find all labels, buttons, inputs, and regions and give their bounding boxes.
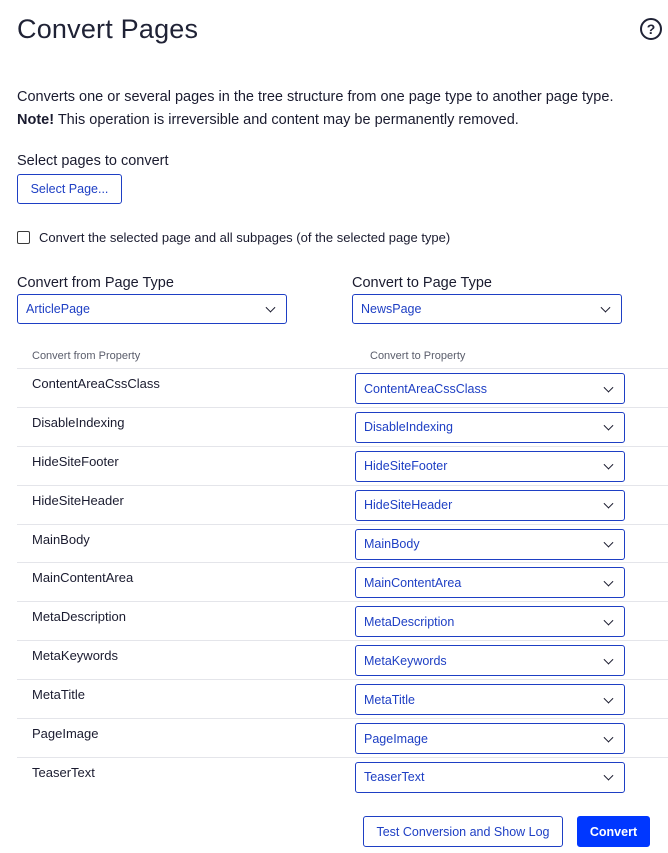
to-property-value: MetaDescription <box>364 614 455 629</box>
table-row <box>17 601 668 640</box>
table-row <box>17 640 668 679</box>
test-conversion-button[interactable]: Test Conversion and Show Log <box>363 816 563 847</box>
subpages-checkbox-label: Convert the selected page and all subpages (of the selected page type) <box>39 230 451 245</box>
chevron-down-icon <box>604 460 614 470</box>
table-row <box>17 485 668 524</box>
convert-button[interactable]: Convert <box>577 816 650 847</box>
chevron-down-icon <box>604 421 614 431</box>
chevron-down-icon <box>604 538 614 548</box>
warning-note <box>17 109 662 132</box>
table-row <box>17 718 668 757</box>
table-row <box>17 524 668 563</box>
from-property-name: HideSiteFooter <box>32 453 119 469</box>
select-page-button[interactable]: Select Page... <box>17 174 122 204</box>
from-type-value: ArticlePage <box>26 302 90 316</box>
help-icon[interactable]: ? <box>640 18 662 40</box>
from-property-name: PageImage <box>32 726 99 742</box>
to-type-value: NewsPage <box>361 302 422 316</box>
from-property-name: MainContentArea <box>32 570 134 586</box>
from-type-select[interactable] <box>17 294 287 324</box>
chevron-down-icon <box>604 615 614 625</box>
to-property-select[interactable] <box>355 567 625 598</box>
to-property-select[interactable] <box>355 645 625 676</box>
table-row <box>17 757 668 796</box>
to-property-value: MetaKeywords <box>364 653 447 668</box>
table-row <box>17 368 668 407</box>
table-row <box>17 446 668 485</box>
property-mapping-table <box>17 368 668 796</box>
to-property-value: HideSiteHeader <box>364 498 453 513</box>
note-text: This operation is irreversible and content may be permanently removed. <box>54 111 519 128</box>
to-property-select[interactable] <box>355 684 625 715</box>
to-property-value: MainBody <box>364 537 420 552</box>
description <box>17 86 662 131</box>
from-property-name: MetaKeywords <box>32 648 118 664</box>
chevron-down-icon <box>604 382 614 392</box>
from-property-name: ContentAreaCssClass <box>32 376 160 391</box>
to-property-select[interactable] <box>355 451 625 482</box>
from-property-name: MetaDescription <box>32 609 126 625</box>
chevron-down-icon <box>604 654 614 664</box>
to-type-select[interactable] <box>352 294 622 324</box>
to-type-label: Convert to Page Type <box>352 275 492 291</box>
chevron-down-icon <box>604 771 614 781</box>
chevron-down-icon <box>604 499 614 509</box>
from-property-name: MetaTitle <box>32 687 85 703</box>
to-property-value: ContentAreaCssClass <box>364 381 487 396</box>
to-property-value: MainContentArea <box>364 575 462 590</box>
select-pages-label: Select pages to convert <box>17 153 169 169</box>
page-title: Convert Pages <box>17 14 199 44</box>
from-type-label: Convert from Page Type <box>17 275 174 291</box>
to-property-value: DisableIndexing <box>364 420 453 435</box>
chevron-down-icon <box>604 732 614 742</box>
to-property-select[interactable] <box>355 373 625 404</box>
from-property-name: HideSiteHeader <box>32 492 124 508</box>
note-label: Note! <box>17 111 55 128</box>
to-property-select[interactable] <box>355 606 625 637</box>
to-property-select[interactable] <box>355 412 625 443</box>
chevron-down-icon <box>604 577 614 587</box>
table-row <box>17 679 668 718</box>
chevron-down-icon <box>266 303 276 313</box>
to-property-value: TeaserText <box>364 770 425 785</box>
from-property-name: MainBody <box>32 531 90 547</box>
from-property-name: DisableIndexing <box>32 414 125 430</box>
chevron-down-icon <box>601 303 611 313</box>
to-property-select[interactable] <box>355 490 625 521</box>
to-property-value: HideSiteFooter <box>364 459 448 474</box>
from-property-header: Convert from Property <box>32 350 141 362</box>
to-property-select[interactable] <box>355 529 625 560</box>
table-row <box>17 562 668 601</box>
from-property-name: TeaserText <box>32 764 95 780</box>
table-row <box>17 407 668 446</box>
to-property-select[interactable] <box>355 762 625 793</box>
to-property-select[interactable] <box>355 723 625 754</box>
subpages-checkbox[interactable] <box>17 231 30 244</box>
description-text: Converts one or several pages in the tree structure from one page type to another page type. <box>17 89 614 105</box>
to-property-header: Convert to Property <box>370 350 466 362</box>
chevron-down-icon <box>604 693 614 703</box>
to-property-value: MetaTitle <box>364 692 415 707</box>
to-property-value: PageImage <box>364 731 428 746</box>
